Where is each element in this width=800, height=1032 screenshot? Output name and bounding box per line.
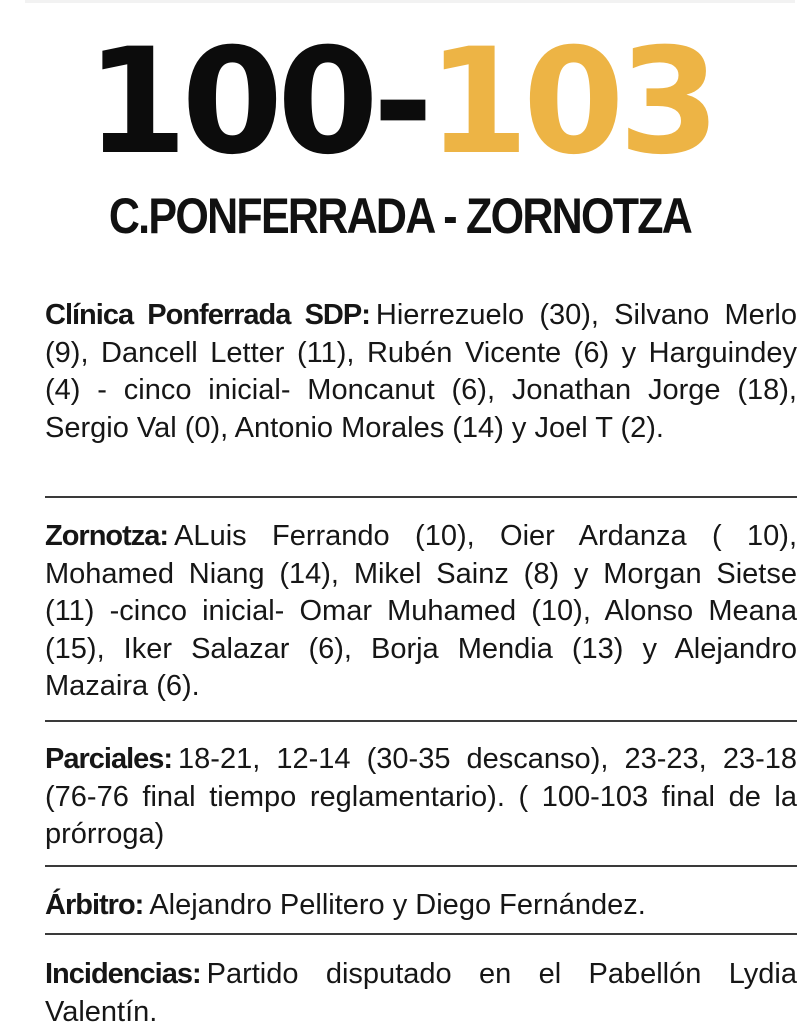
section-text: Hierrezuelo (30), Silvano Merlo (9), Dancell Letter (11), Rubén Vicente (6) y Harguindey (4) - cinco inicial- Moncanut (6), Jonathan Jorge (18), Sergio Val (0), Antonio Morales (14) y Joel T (2). [45, 299, 798, 444]
section-label: Parciales: [45, 743, 173, 775]
section-away-lineup [45, 518, 797, 706]
match-teams-title: C.PONFERRADA - ZORNOTZA [108, 188, 692, 244]
section-home-lineup [45, 297, 797, 447]
home-score: 100 [85, 17, 373, 187]
section-incidents [45, 956, 797, 1031]
section-text: 18-21, 12-14 (30-35 descanso), 23-23, 23-18 (76-76 final tiempo reglamentario). ( 100-103 final de la prórroga) [45, 743, 797, 850]
divider [45, 496, 797, 498]
away-score: 103 [427, 17, 715, 187]
score-separator: - [372, 17, 428, 187]
divider [45, 865, 797, 867]
section-label: Árbitro: [45, 889, 144, 921]
section-label: Incidencias: [45, 958, 201, 990]
section-text: ALuis Ferrando (10), Oier Ardanza ( 10), Mohamed Niang (14), Mikel Sainz (8) y Morgan Sietse (11) -cinco inicial- Omar Muhamed (10), Alonso Meana (15), Iker Salazar (6), Borja Mendia (13) y Alejandro Mazaira (6). [45, 520, 797, 702]
section-label: Zornotza: [45, 520, 169, 552]
divider [45, 933, 797, 935]
section-partials [45, 741, 797, 854]
section-referees [45, 887, 797, 925]
final-score [0, 17, 800, 187]
divider [45, 720, 797, 722]
top-rule [25, 0, 795, 3]
section-label: Clínica Ponferrada SDP: [45, 299, 370, 331]
section-text: Alejandro Pellitero y Diego Fernández. [149, 889, 646, 921]
section-text: Partido disputado en el Pabellón Lydia Valentín. [45, 958, 797, 1028]
